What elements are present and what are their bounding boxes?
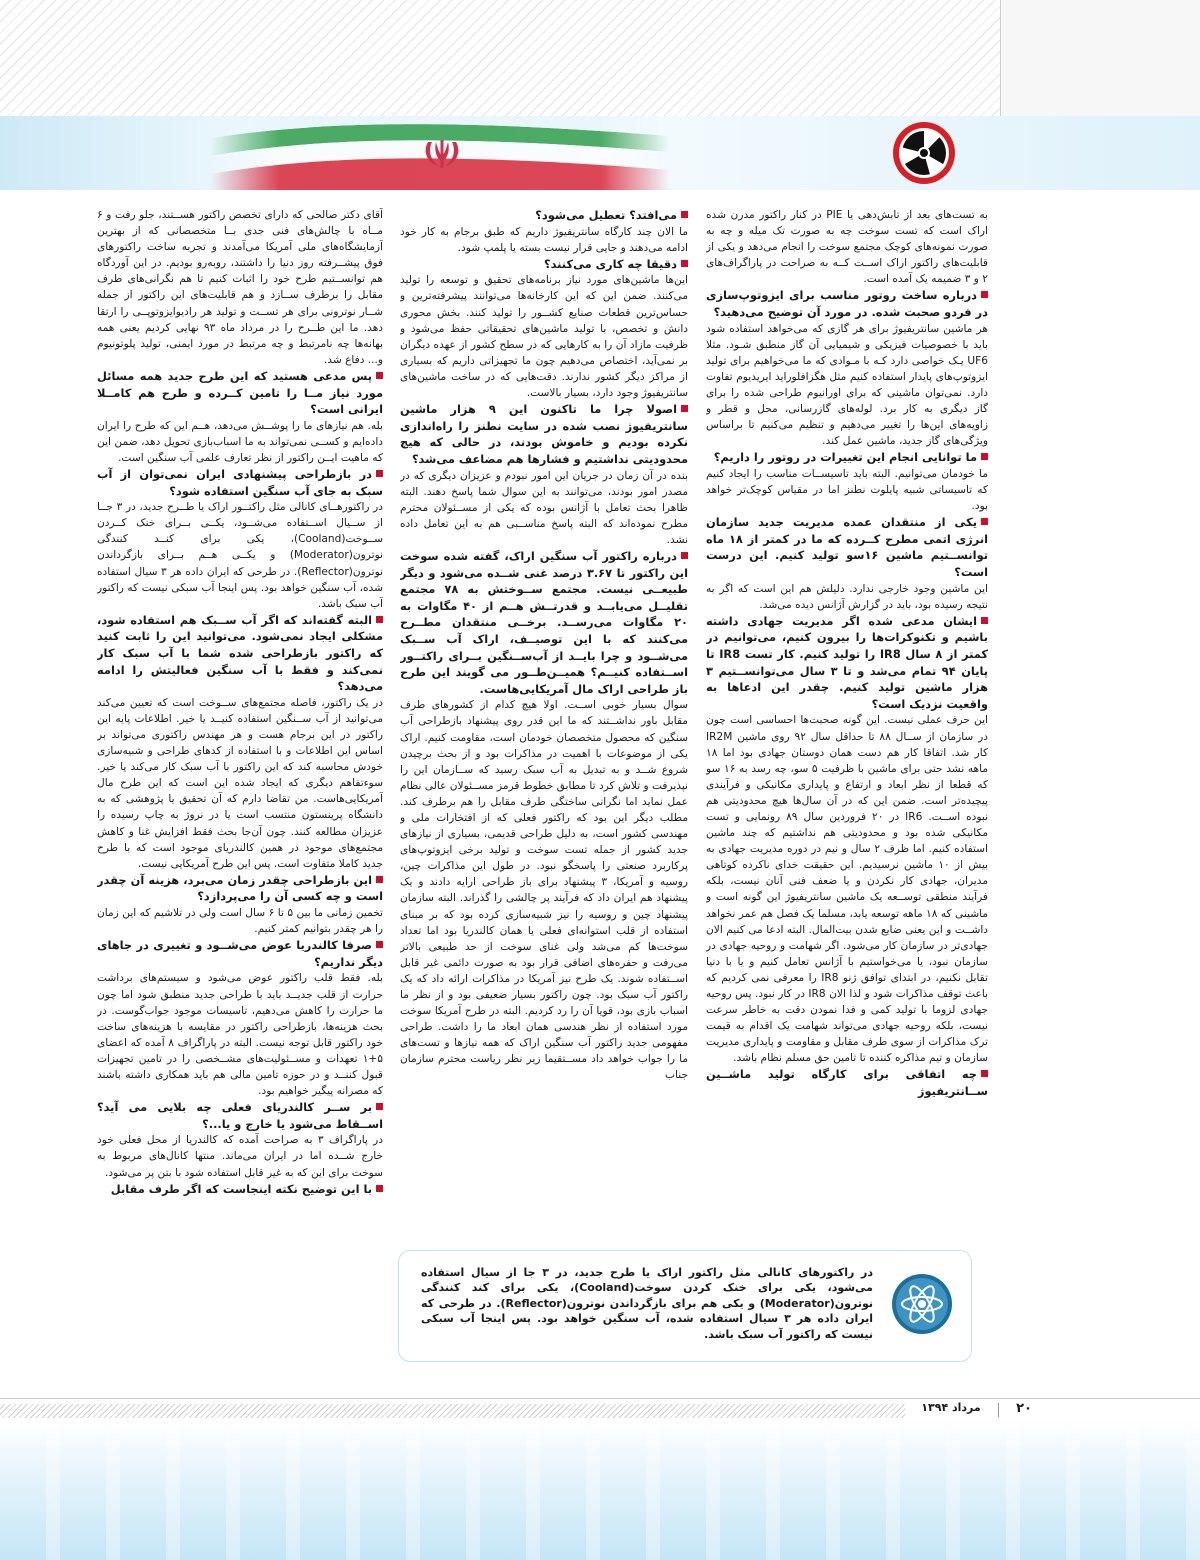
interview-question: پس مدعی هستید که این طرح جدید همه مسائل مورد نیاز مــا را تامین کــرده و طرح هم کامــلا ایرانی است؟: [97, 368, 383, 417]
callout-box: [398, 1250, 972, 1362]
footer-decoration: [0, 1420, 1200, 1560]
interview-question: چه اتفاقی برای کارگاه تولید ماشــین ســانتریفیوژ: [706, 1067, 988, 1099]
column-middle: [400, 207, 688, 1247]
interview-answer: این‌ها ماشین‌های مورد نیاز برنامه‌های تحقیق و توسعه را تولید می‌کنند. ضمن این که این کارخانه‌ها می‌توانند پیشرفته‌ترین و حساس‌ترین قطعات صنایع کشــور را تولید کنند. بخش محوری دانش و تخصص، با تولید ماشین‌های تحقیقاتی حفظ می‌شود و ظرفیت مازاد آن را به کارهایی که در سطح کشور از عهده دیگران بر نمی‌آید، اختصاص می‌دهیم چون ما تجهیزاتی داریم که بسیاری از مراکز دیگر کشور ندارند. دقت‌هایی که در ساخت ماشین‌های سانتریفیوژ وجود دارد، بسیار بالاست.: [400, 274, 688, 400]
interview-question: این بازطراحی چقدر زمان می‌برد، هزینه آن چقدر است و چه کسی آن را می‌پردازد؟: [97, 872, 383, 904]
column-left: [97, 207, 383, 1387]
radiation-icon: [891, 120, 957, 186]
interview-question: می‌افتد؟ تعطیل می‌شود؟: [400, 207, 688, 224]
interview-question: صرفا کالندریا عوض می‌شــود و تغییری در جاهای دیگر نداریم؟: [97, 938, 383, 969]
footer-hatch: [0, 1404, 905, 1418]
header-banner: [0, 116, 1200, 190]
interview-question: ایشان مدعی شده اگر مدیریت جهادی داشته باشیم و تکنوکرات‌ها را بیرون کنیم، می‌توانیم در کمتر از ۸ سال IR8 را تولید کنیم. کار تست IR8 تا پایان ۹۴ تمام می‌شد و تا ۳ سال می‌توانســتیم ۳ هزار ماشین تولید کنیم. چقدر این ادعاها به واقعیت نزدیک است؟: [706, 613, 988, 711]
interview-question: با این توضیح نکته اینجاست که اگر طرف مقابل: [97, 1181, 383, 1198]
interview-answer: بله. هم نیازهای ما را پوشــش می‌دهد، هــم این که طرح را ایران داده‌ایم و کســی نمی‌تواند به ما اسباب‌بازی تحویل دهد، ضمن این که ماهیت ایــن راکتور از نظر تعارف علمی آب سنگین است.: [97, 419, 383, 464]
interview-question: درباره ساخت روتور مناسب برای ایزوتوپ‌سازی در فردو صحبت شده. در مورد آن توضیح می‌دهید؟: [706, 288, 988, 320]
interview-answer: بله. فقط قلب راکتور عوض می‌شود و سیستم‌های برداشت حرارت از قلب جدیــد باید با طراحی جدید منطبق شود اما چون ما حرارت را کاهش می‌دهیم، تاسیسات موجود جواب‌گوست. در بحث هزینه‌ها، بازطراحی راکتور در مقایسه با هزینه‌های ساخت خود راکتور قابل توجه نیست. البته در پاراگراف ۸ آمده که اعضای ۵+۱ تعهدات و مســئولیت‌های مشــخصی را در تامین تجهیزات قبول کننــد و در حوزه تامین مالی هم باید همکاری داشته باشند که مصرانه پیگیر خواهیم بود.: [97, 972, 383, 1098]
interview-answer: آقای دکتر صالحی که دارای تخصص راکتور هســتند، جلو رفت و ۶ مــاه با چالش‌های فنی جدی بــا متخصصانی که از بهترین آزمایشگاه‌های ملی آمریکا می‌آمدند و تجربه ساخت راکتورهای فوق پیشــرفته روز دنیا را داشتند، روبه‌رو بودیم. در این آوردگاه هم توانســتیم طرح خود را اثبات کنیم تا هم نگرانی‌های طرف مقابل را برطرف ســازد و هم قابلیت‌های این راکتور از جمله شــار نوترونی برای هر تســت و تولید هر رادیوایزوتوپــی را ارتقا دهد. ما این طــرح را در مرداد ماه ۹۳ نهایی کردیم یعنی همه بهانه‌ها چه نامرتبط و چه مرتبط در مورد ایمنی، تولید پلوتونیوم و... دفاع شد.: [97, 209, 383, 366]
interview-answer: در راکتورهــای کانالی مثل راکتــور اراک یا طــرح جدید، در ۳ جــا از ســیال اســتفاده می‌شــود، یکــی بــرای خنک کــردن ســوخت(Cooland)، یکی برای کنــد کنندگی نوترون(Moderator) و یکــی هــم بــرای بازگرداندن نوترون(Reflector). در طرحی که ایران داده هر ۳ سیال استفاده شده، آب سنگین خواهد بود. پس اینجا آب سبکی نیست که راکتور آب سبک باشد.: [97, 501, 383, 610]
interview-answer: این حرف عملی نیست. این گونه صحبت‌ها احساسی است چون در سازمان از ســال ۸۸ تا حداقل سال ۹۲ روی ماشین IR2M کار شد. اتفاقا کار هم دست همان دوستان جهادی بود اما ۱۸ ماهه نشد حتی برای ماشین با ظرفیت ۵ سو، چه رسد به ۱۶ سو که قطعا از نظر ابعاد و ارتفاع و پایداری مکانیکی و فرآیندی پیچیده‌تر است. ضمن این که در آن سال‌ها هیچ محدودیتی هم نبوده اســت. IR6 در ۲۰ فروردین سال ۸۹ رونمایی و تست مکانیکی شده بود و محدودیتی هم نداشتیم که چند ماشین استفاده کنیم. اما ظرف ۲ سال و نیم در دوره مدیریت جهادی به بیش از ۱۰ ماشین نرسیدیم. این حقیقت خدای ناکرده کوتاهی مدیران، جهادی کار نکردن و یا ضعف فنی آنان نیست، بلکه فرآیند منطقی توســعه یک ماشین سانتریفیوژ این گونه است و ماشینی که ۱۸ ماهه توسعه یابد، مسلما یک فصل هم عمر نخواهد داشــت و این یعنی ضایع شدن بیت‌المال. البته ادعا می کنیم الان جهادی‌تر در سازمان کار می‌شود. اگر شهامت و روحیه جهادی در سازمان نبود، یا می‌خواستیم با آژانس تعامل کنیم و یا با دنیا تقابل نکنیم، در ابتدای توافق ژنو IR8 را معرفی نمی کردیم که باعث توقف مذاکرات شود و لذا الان IR8 در کار نبود. پس روحیه جهادی لزوما با تولید کمی و فدا نمودن دقت به خاطر سرعت نیست، بلکه روحیه جهادی می‌تواند شهامت یک اقدام به قیمت ترک مذاکرات از سوی طرف مقابل و مقاومت و پایداری مدیریت سازمان و تیم مذاکره کننده تا تامین حق مسلم نظام باشد.: [706, 714, 988, 1065]
column-right: [706, 207, 988, 1387]
interview-question: اصولا چرا ما تاکنون این ۹ هزار ماشین سانتریفیوژ نصب شده در سایت نطنز را راه‌اندازی نکرده بودیم و خاموش بودند، در حالی که هیچ محدودیتی نداشتیم و فشارها هم مضاعف می‌شد؟: [400, 402, 688, 466]
interview-answer: در پاراگراف ۳ به صراحت آمده که کالندریا از محل فعلی خود خارج شــده اما در ایران می‌ماند. منتها کانال‌های مربوط به سوخت برای این که به غیر قابل استفاده شود با بتن پر می‌شود.: [97, 1134, 383, 1179]
page-footer: [0, 1398, 1200, 1420]
interview-question: البته گفته‌اند که اگر آب ســبک هم استفاده شود، مشکلی ایجاد نمی‌شود. می‌توانید این را ثابت کنید که راکتور بازطراحی شده شما با آب سبک کار نمی‌کند و فقط با آب سنگین فعالیتش را ادامه می‌دهد؟: [97, 612, 383, 694]
header-side-panel: [1000, 0, 1200, 118]
interview-answer: به تست‌های بعد از تابش‌دهی یا PIE در کنار راکتور مدرن شده اراک است که تست سوخت چه به صورت تک میله و چه به صورت نمونه‌های کوچک مجتمع سوخت را انجام می‌دهد و یکی از قابلیت‌های راکتور اراک اســت کــه به صراحت در پاراگراف‌های ۲ و ۳ ضمیمه یک آمده است.: [706, 209, 988, 286]
iran-flag: [210, 116, 670, 190]
interview-question: بر ســر کالندریای فعلی چه بلایی می‌ آید؟ اســقاط می‌شود یا خارج و یا...؟: [97, 1100, 383, 1131]
interview-question: در بازطراحی پیشنهادی ایران نمی‌توان از آب سبک به جای آب سنگین استفاده شود؟: [97, 467, 383, 498]
interview-question: درباره راکتور آب سنگین اراک، گفته شده سوخت این راکتور تا ۳.۶۷ درصد غنی شــده می‌شود و دیگر طبیعــی نیست. مجتمع ســوختش به ۷۸ مجتمع تقلیــل می‌یابــد و قدرتــش هــم از ۴۰ مگاوات به ۲۰ مگاوات می‌رســد. برخــی منتقدان مطــرح می‌کنند که با این توصیــف، اراک آب ســبک می‌شــود و چرا بایــد از آب‌ســنگین بــرای راکتــور اســتفاده کنیــم؟ همیــن‌طــور می‌ گویند این طرح باز طراحی اراک مال آمریکایی‌هاست.: [400, 548, 688, 696]
interview-answer: تخمین زمانی ما بین ۵ تا ۶ سال است ولی در تلاشیم که این زمان را هر چقدر بتوانیم کمتر کنیم.: [97, 907, 383, 936]
issue-date: مرداد ۱۳۹۴: [921, 1401, 981, 1414]
interview-question: یکی از منتقدان عمده مدیریت جدید سازمان انرژی اتمی مطرح کــرده که ما در کمتر از ۱۸ ماه توانســتیم ماشین ۱۶سو تولید کنیم. این درست است؟: [706, 515, 988, 580]
interview-answer: ما الان چند کارگاه سانتریفیوژ داریم که طبق برجام به کار خود ادامه می‌دهند و جایی قرار نیست بسته یا پلمپ شود.: [400, 225, 688, 254]
interview-answer: هر ماشین سانتریفیوژ برای هر گازی که می‌خواهد استفاده شود باید با خصوصیات فیزیکی و شیمیایی آن گاز منطبق شـود. مثلا UF6 یـک خواصی دارد کـه با مـوادی که ما می‌خواهیم برای تولید ایزوتوپ‌های پایدار استفاده کنیم مثل هگزافلوراید ایریدیوم تفاوت دارد. نمی‌توان ماشینی که برای اورانیوم طراحی شده را برای گاز دیگری به کار برد. لوله‌های گازرسانی، محل و قطر و زاویه‌های این‌ها را تغییر می‌دهیم و تنظیم می‌کنیم تا براساس ویژگی‌های گاز جدید، ماشین عمل کند.: [706, 322, 988, 448]
callout-text: در راکتورهای کانالی مثل راکتور اراک یا طرح جدید، در ۳ جا از سیال استفاده می‌شود، یکی برای خنک کردن سوخت(Cooland)، یکی برای کند کنندگی نوترون(Moderator) و یکی هم برای بازگرداندن نوترون(Reflector). در طرحی که ایران داده هر ۳ سیال استفاده شده، آب سنگین خواهد بود. پس اینجا آب سبکی نیست که راکتور آب سبک باشد.: [421, 1266, 873, 1341]
interview-answer: در یک راکتور، فاصله مجتمع‌های ســوخت است که تعیین می‌کند می‌توانید از آب ســنگین استفاده کنیــد یا خیر. اطلاعات پایه این راکتور در این برجام هست و هر مهندس راکتوری می‌تواند بر اساس این اطلاعات و با استفاده از کدهای طراحی و شبیه‌سازی خودش محاسبه کند که این راکتور با آب سبک کار می‌کند یا خیر. سوءتفاهم دیگری که ایجاد شده این است که این طرح مال آمریکایی‌هاست. من تقاضا دارم که آن تحقیق یا پژوهشی که به دانشگاه پرینستون منتسب است یا در نروژ به چاپ رسیده را عزیزان مطالعه کنند. چون آن‌جا بحث فقط افزایش غنا و کاهش مجتمع‌های موجود در همین کالندریای موجود است که با طرح جدید کاملا متفاوت است. پس این طرح آمریکایی نیست.: [97, 696, 383, 870]
atom-icon: [891, 1273, 953, 1335]
interview-answer: بنده در آن زمان در جریان این امور نبودم و عزیزان دیگری که در مصدر امور بودند، می‌توانند به این سوال شما پاسخ دهند. البته ظاهرا بحث تعامل با آژانس بوده که یکی از مســئولان محترم مطرح نموده‌اند که البته پاسخ مناســبی هم به این تعامل داده نشد.: [400, 469, 688, 546]
interview-question: دقیقا چه کاری می‌کنند؟: [400, 256, 688, 273]
interview-question: ما توانایی انجام این تغییرات در روتور را داریم؟: [706, 449, 988, 466]
interview-answer: سوال بسیار خوبی اســت. اولا هیچ کدام از کشورهای طرف مقابل باور نداشــتند که ما این قدر روی پیشنهاد بازطراحی آب سنگین که محصول متخصصان خودمان است، مقاومت کنیم. اراک یکی از موضوعات با اهمیت در مذاکرات بود و از بحث برچیدن شروع شــد و به تبدیل به آب سبک رسید که ســازمان این را نپذیرفت و تلاش کرد تا مطابق خطوط قرمز مســئولان عالی نظام عمل نماید اما نگرانی ساختگی طرف مقابل را هم برطرف کند. مطلب دیگر این بود که راکتور فعلی که از افتخارات ملی و مهندسی کشور است، به دلیل طراحی قدیمی، بسیاری از نیازهای جدید کشور از جمله تست سوخت و تولید برخی ایزوتوپ‌های پرکاربرد صنعتی را پاسخگو نبود. در طول این مذاکرات چین، روسیه و آمریکا، ۳ پیشنهاد برای باز طراحی ارایه دادند و یک پیشنهاد هم ایران داد که فرآیند پر چالشی را گذراند. البته سازمان پیشنهاد چین و روسیه را نیز شبیه‌سازی کرده بود که بر مبنای استفاده از قلب استوانه‌ای فعلی یا همان کالندریا بود اما تعداد سوخت‌ها کم می‌شد ولی غنای سوخت از حد طبیعی بالاتر می‌رفت و حفره‌های اضافی قرار بود به صورت دائمی غیر قابل اســتفاده شوند. یک طرح نیز آمریکا در مذاکرات ارائه داد که یک راکتور آب سبک بود. چون راکتور بسیار ضعیفی بود و از نظر ما اسباب بازی بود، قویا آن را رد کردیم. البته در طرح آمریکا سوخت مورد استفاده از نظر هندسی همان ابعاد ما را داشت. طراحی مفهومی جدید راکتور آب سنگین اراک که همه نیازها و تست‌های ما را جواب خواهد داد مســتقیما زیر نظر ریاست محترم سازمان جناب: [400, 699, 688, 1082]
header-pattern: [0, 0, 1000, 118]
interview-answer: ما خودمان می‌توانیم. البته باید تاسیســات مناسب را ایجاد کنیم که تاسیساتی شبیه پایلوت نطنز اما در مقیاس کوچک‌تر خواهد بود.: [706, 468, 988, 513]
page-number: ۲۰: [1016, 1401, 1032, 1416]
interview-answer: این ماشین وجود خارجی ندارد. دلیلش هم این است که اگر به نتیجه رسیده بود، باید در گزارش آژانس دیده می‌شد.: [706, 582, 988, 611]
footer-divider: [998, 1403, 999, 1417]
